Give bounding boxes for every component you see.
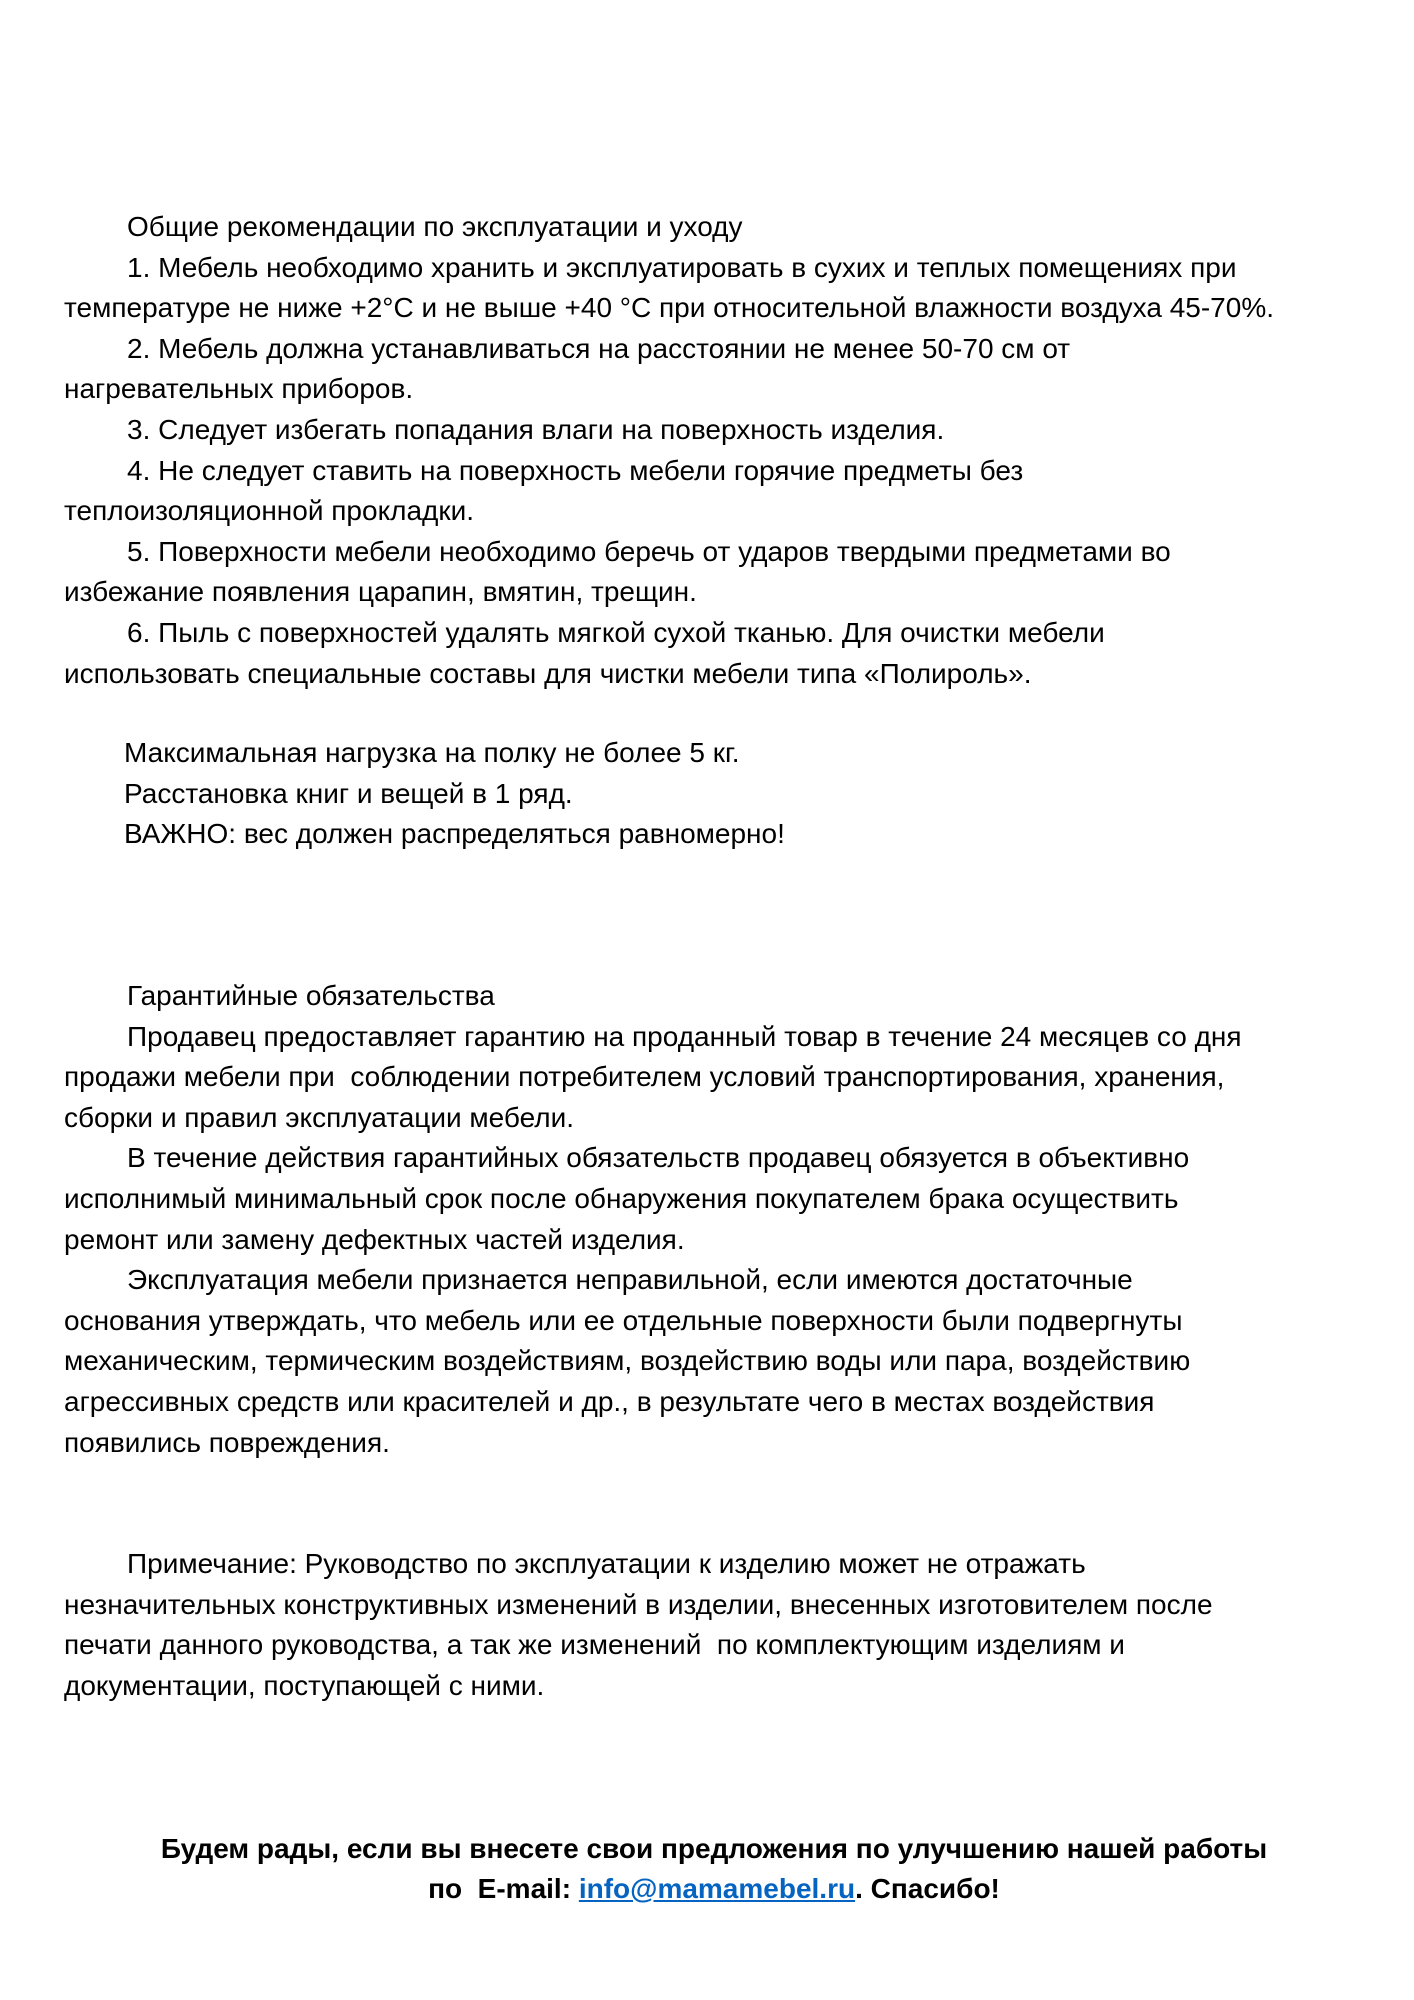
care-item-3 [64,410,1394,451]
warranty-paragraph-3 [64,1260,1394,1463]
care-item-line: 6. Пыль с поверхностей удалять мягкой сухой тканью. Для очистки мебели [127,616,1105,648]
note-line: печати данного руководства, а так же изменений по комплектующим изделиям и [64,1629,1125,1661]
footer-feedback-text: Будем рады, если вы внесете свои предложения по улучшению нашей работы [160,1833,1268,1864]
footer-email-line [64,1869,1364,1909]
load-note-max-weight: Максимальная нагрузка на полку не более 5 кг. [124,737,740,768]
warranty-heading: Гарантийные обязательства [127,980,495,1011]
care-item-line: температуре не ниже +2°С и не выше +40 °С при относительной влажности воздуха 45-70%. [64,292,1274,324]
care-item-4 [64,451,1394,532]
care-item-line: нагревательных приборов. [64,373,414,405]
footer-contact [64,1829,1364,1909]
note-line: Примечание: Руководство по эксплуатации к изделию может не отражать [127,1548,1086,1579]
care-item-line: 2. Мебель должна устанавливаться на расстоянии не менее 50-70 см от [127,332,1071,364]
warranty-line: механическим, термическим воздействиям, воздействию воды или пара, воздействию [64,1345,1191,1377]
footer-email-prefix: по E-mail: [428,1873,579,1904]
warranty-line: продажи мебели при соблюдении потребителем условий транспортирования, хранения, [64,1061,1225,1093]
care-item-1 [64,248,1394,329]
care-section [64,207,1394,694]
care-item-line: 5. Поверхности мебели необходимо беречь от ударов твердыми предметами во [127,535,1171,567]
warranty-paragraph-2 [64,1138,1394,1260]
warranty-line: сборки и правил эксплуатации мебели. [64,1101,575,1133]
warranty-paragraph-1 [64,1017,1394,1139]
warranty-section [64,976,1394,1463]
care-item-line: избежание появления царапин, вмятин, трещин. [64,576,697,608]
warranty-line: появились повреждения. [64,1426,390,1458]
care-item-6 [64,613,1394,694]
email-link[interactable]: info@mamamebel.ru [578,1873,856,1904]
load-note-important: ВАЖНО: вес должен распределяться равномерно! [124,818,785,850]
warranty-line: исполнимый минимальный срок после обнаружения покупателем брака осуществить [64,1182,1179,1214]
warranty-line: агрессивных средств или красителей и др., в результате чего в местах воздействия [64,1385,1155,1417]
footer-thanks: . Спасибо! [855,1873,1000,1904]
care-item-line: 3. Следует избегать попадания влаги на поверхность изделия. [127,413,945,445]
load-note-arrangement: Расстановка книг и вещей в 1 ряд. [124,777,573,809]
warranty-line: Эксплуатация мебели признается неправильной, если имеются достаточные [127,1264,1133,1296]
note-line: документации, поступающей с ними. [64,1669,545,1701]
note-section [64,1544,1394,1706]
care-item-line: 1. Мебель необходимо хранить и эксплуатировать в сухих и теплых помещениях при [127,251,1237,283]
warranty-line: Продавец предоставляет гарантию на проданный товар в течение 24 месяцев со дня [127,1020,1242,1052]
care-item-line: использовать специальные составы для чистки мебели типа «Полироль». [64,657,1032,689]
care-item-5 [64,532,1394,613]
warranty-line: В течение действия гарантийных обязательств продавец обязуется в объективно [127,1142,1190,1174]
care-item-line: теплоизоляционной прокладки. [64,495,475,527]
care-heading: Общие рекомендации по эксплуатации и уходу [127,211,743,242]
warranty-line: ремонт или замену дефектных частей изделия. [64,1223,685,1255]
care-item-2 [64,329,1394,410]
care-item-line: 4. Не следует ставить на поверхность мебели горячие предметы без [127,454,1024,486]
warranty-line: основания утверждать, что мебель или ее отдельные поверхности были подвергнуты [64,1304,1183,1336]
load-notes [124,733,1394,855]
note-line: незначительных конструктивных изменений в изделии, внесенных изготовителем после [64,1588,1213,1620]
